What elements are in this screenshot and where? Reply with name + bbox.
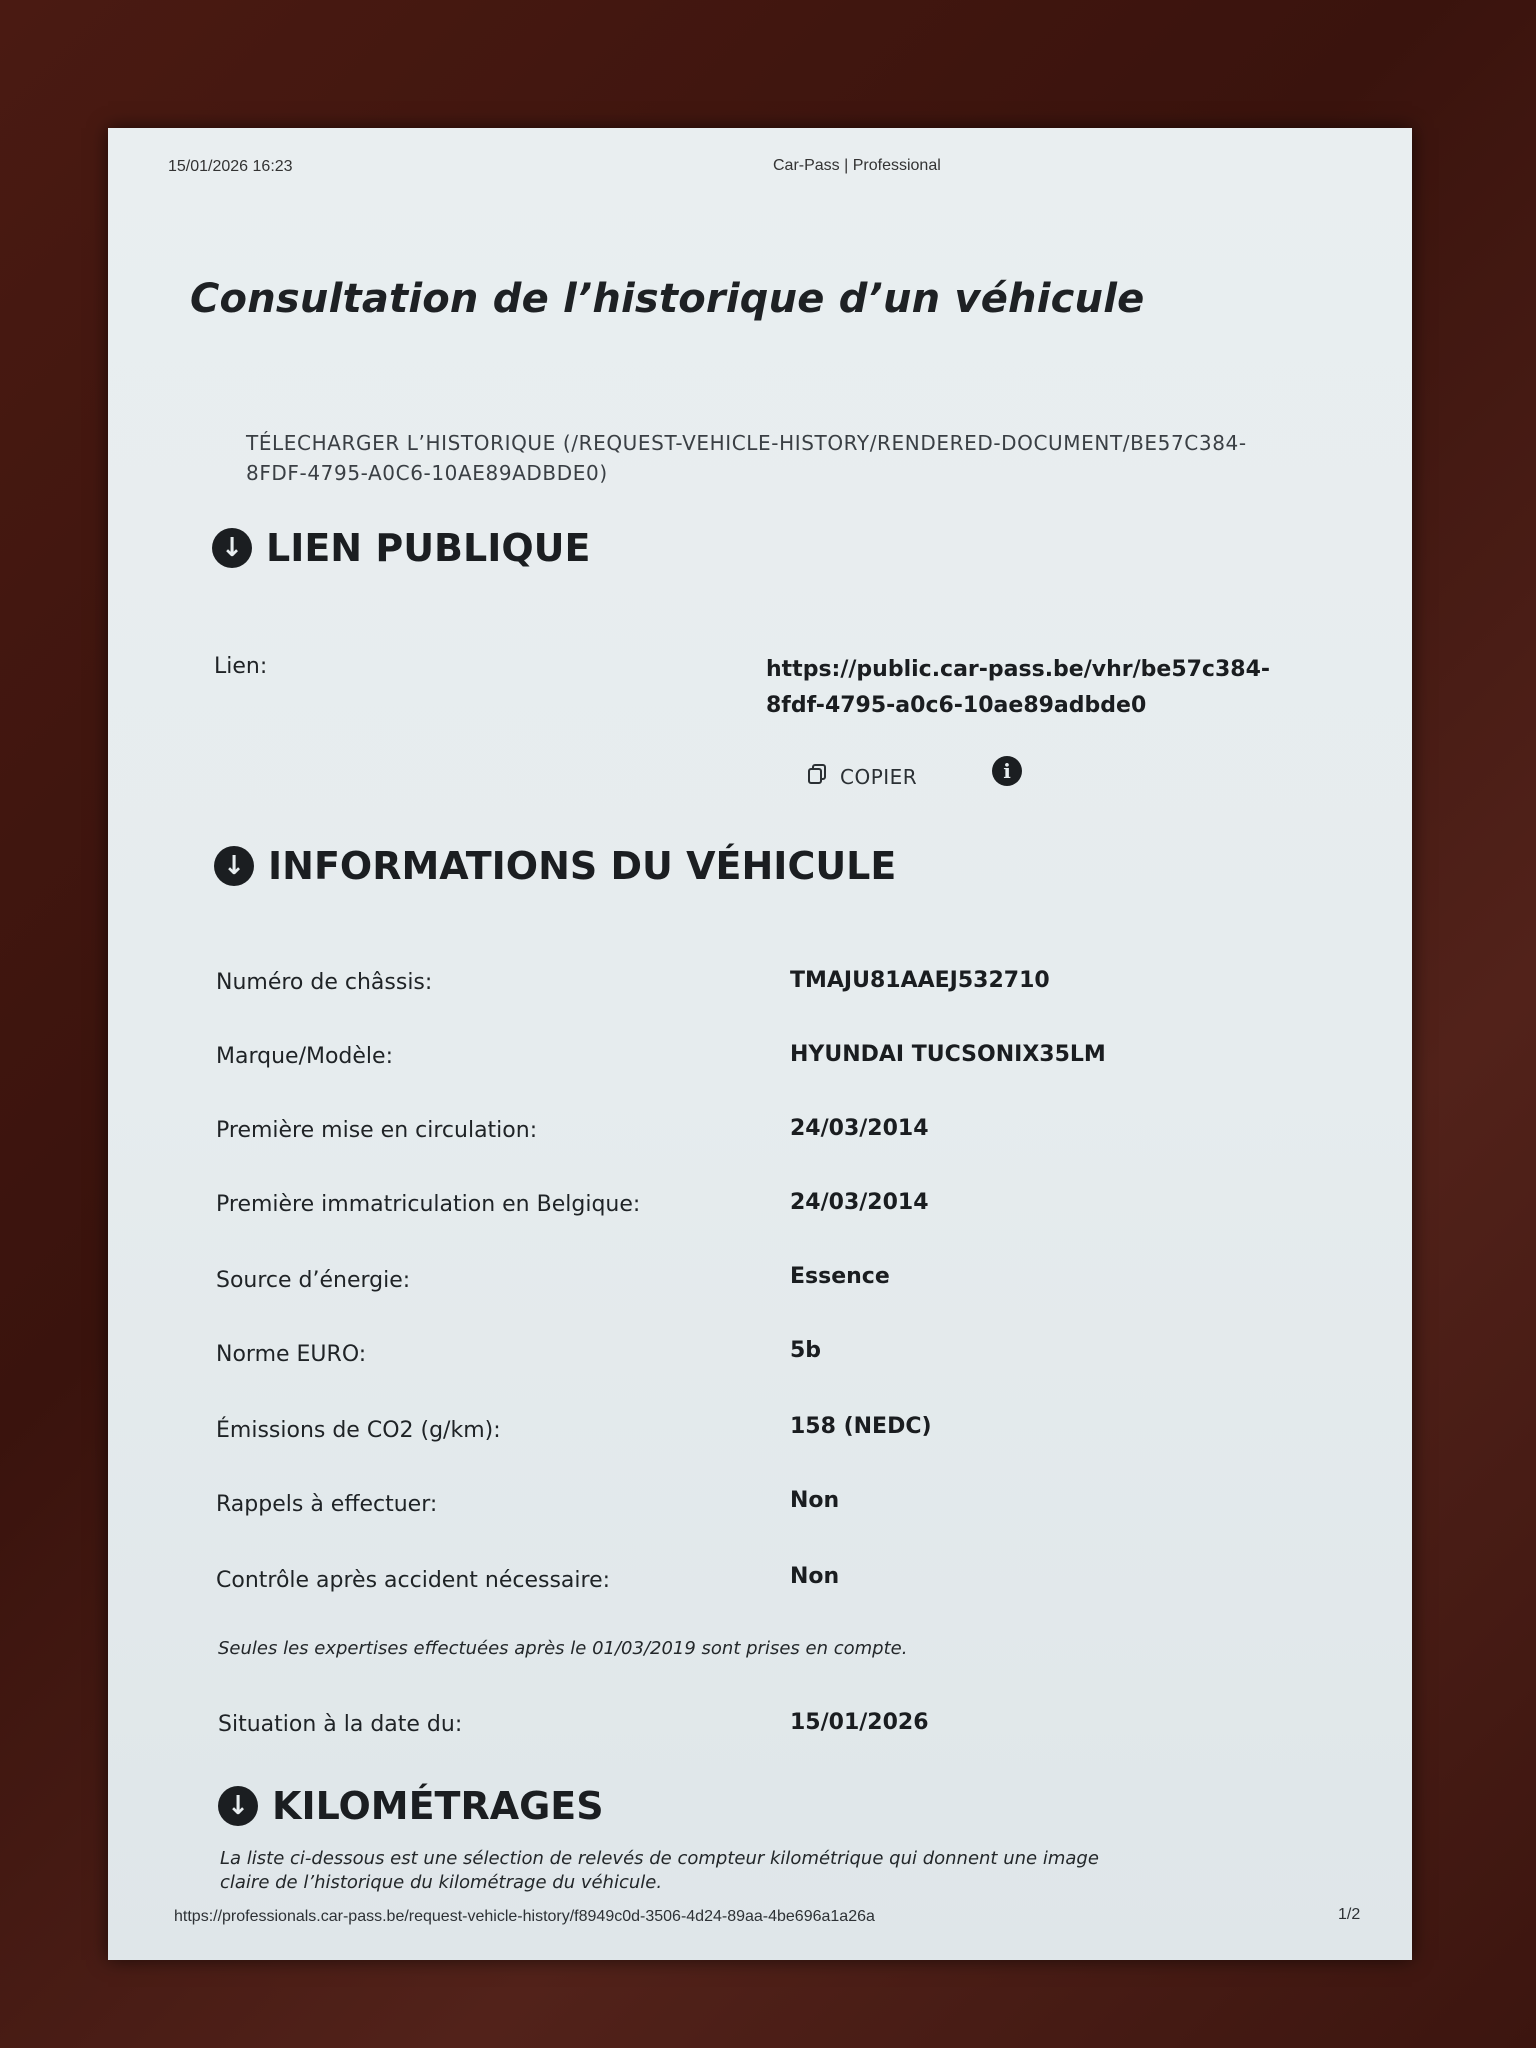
row-label-accident-check: Contrôle après accident nécessaire: <box>216 1568 611 1593</box>
row-value-first-registration-be: 24/03/2014 <box>790 1190 929 1215</box>
expertise-note: Seules les expertises effectuées après le 01/03/2019 sont prises en compte. <box>218 1638 908 1659</box>
section-mileage-heading[interactable] <box>218 1784 604 1828</box>
arrow-down-circle-icon: ↓ <box>218 1786 258 1826</box>
mileage-description-line1: La liste ci-dessous est une sélection de relevés de compteur kilométrique qui donnent une image <box>220 1848 1099 1869</box>
row-value-energy-source: Essence <box>790 1264 890 1289</box>
print-datetime: 15/01/2026 16:23 <box>168 158 293 175</box>
row-value-co2-emissions: 158 (NEDC) <box>790 1414 932 1439</box>
section-public-link-heading[interactable] <box>212 526 590 570</box>
row-label-first-registration-be: Première immatriculation en Belgique: <box>216 1192 641 1217</box>
mileage-description-line2: claire de l’historique du kilométrage du véhicule. <box>220 1872 663 1893</box>
row-value-euro-norm: 5b <box>790 1338 822 1363</box>
copy-button[interactable] <box>806 762 917 791</box>
page-title: Consultation de l’historique d’un véhicule <box>190 276 1145 322</box>
row-label-make-model: Marque/Modèle: <box>216 1044 393 1069</box>
row-label-co2-emissions: Émissions de CO2 (g/km): <box>216 1418 501 1443</box>
situation-date-value: 15/01/2026 <box>790 1710 929 1735</box>
section-vehicle-info-heading[interactable] <box>214 844 896 888</box>
public-link-label: Lien: <box>214 654 268 679</box>
print-footer-url: https://professionals.car-pass.be/request-vehicle-history/f8949c0d-3506-4d24-89aa-4be696a1a26a <box>174 1908 875 1925</box>
row-value-make-model: HYUNDAI TUCSONIX35LM <box>790 1042 1106 1067</box>
download-history-link[interactable]: TÉLECHARGER L’HISTORIQUE (/REQUEST-VEHICLE-HISTORY/RENDERED-DOCUMENT/BE57C384-8FDF-4795-A0C6-10AE89ADBDE0) <box>246 431 1247 485</box>
arrow-down-circle-icon: ↓ <box>212 528 252 568</box>
print-site-title: Car-Pass | Professional <box>773 157 941 174</box>
situation-date-label: Situation à la date du: <box>218 1712 463 1737</box>
row-label-first-circulation: Première mise en circulation: <box>216 1118 538 1143</box>
printed-page <box>108 128 1412 1960</box>
row-value-recalls: Non <box>790 1488 840 1513</box>
copy-label: COPIER <box>840 764 918 789</box>
row-value-first-circulation: 24/03/2014 <box>790 1116 929 1141</box>
arrow-down-circle-icon: ↓ <box>214 846 254 886</box>
info-icon[interactable]: i <box>992 756 1022 786</box>
row-value-chassis: TMAJU81AAEJ532710 <box>790 968 1050 993</box>
row-label-energy-source: Source d’énergie: <box>216 1268 411 1293</box>
row-value-accident-check: Non <box>790 1564 840 1589</box>
row-label-recalls: Rappels à effectuer: <box>216 1492 438 1517</box>
section-title: INFORMATIONS DU VÉHICULE <box>268 844 897 888</box>
public-link-url[interactable]: https://public.car-pass.be/vhr/be57c384-8fdf-4795-a0c6-10ae89adbde0 <box>766 657 1271 718</box>
copy-icon <box>806 762 830 791</box>
section-title: LIEN PUBLIQUE <box>266 526 591 570</box>
row-label-chassis: Numéro de châssis: <box>216 970 433 995</box>
row-label-euro-norm: Norme EURO: <box>216 1342 367 1367</box>
section-title: KILOMÉTRAGES <box>272 1784 604 1828</box>
page-number: 1/2 <box>1338 1906 1361 1923</box>
